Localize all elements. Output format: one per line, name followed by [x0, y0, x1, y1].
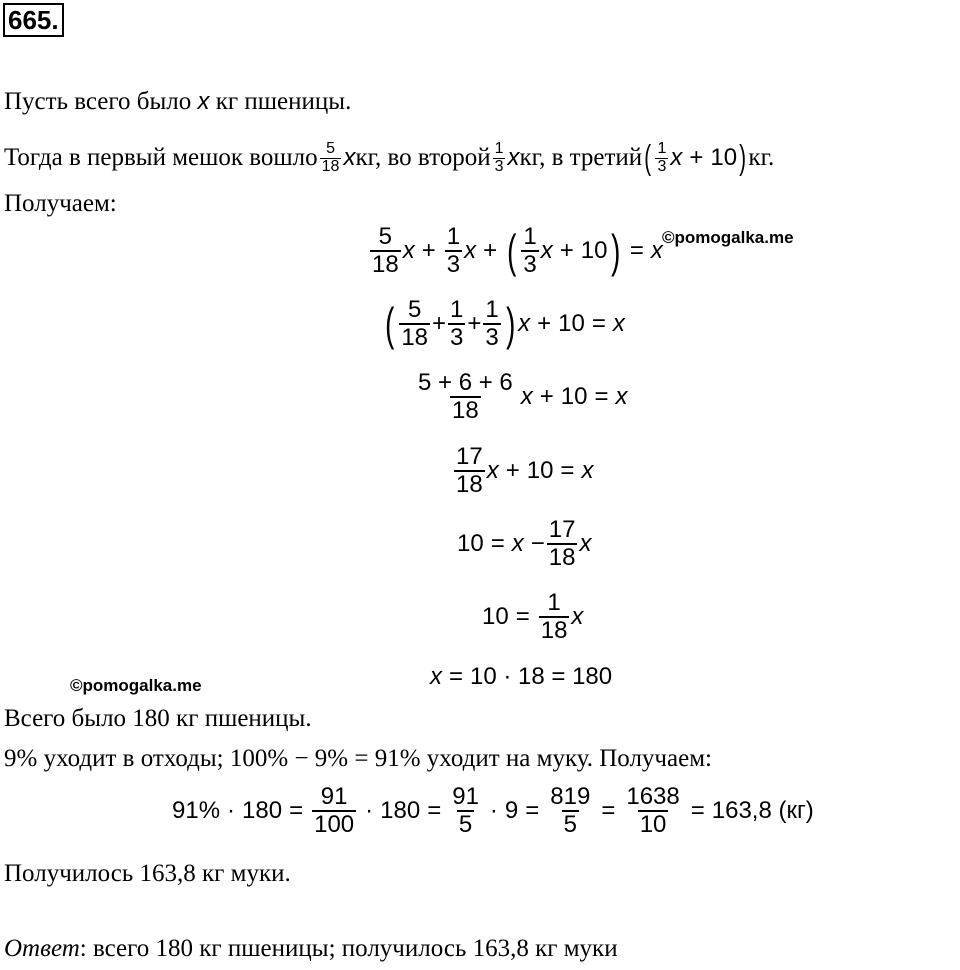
equation-8: 91% · 180 = $\frac{91}{100}$ · 180 = $\frac{91}{5}$ · 9 = $\frac{819}{5}$ = $\frac{1638}{10}$ = 163,8 (кг) [172, 783, 814, 839]
equation-1: $\frac{5}{18}$ x + $\frac{1}{3}$ x + ( $\frac{1}{3}$ x + 10 ) = x [372, 223, 663, 279]
text-line-1: Пусть всего было x кг пшеницы. [4, 88, 352, 115]
watermark-bottom: ©pomogalka.me [70, 676, 202, 695]
answer-line [4, 935, 618, 963]
watermark-top: ©pomogalka.me [662, 228, 794, 247]
third-bag-expression: ( $\frac{1}{3}$ x + 10 ) [644, 139, 747, 177]
text-line-3: Получаем: [4, 190, 117, 217]
equation-6: 10 = $\frac{1}{18}$ x [482, 589, 584, 645]
equation-5: 10 = x − $\frac{17}{18}$ x [457, 516, 592, 572]
text-line-2: Тогда в первый мешок вошло $\frac{5}{18}$ x кг, во второй $\frac{1}{3}$ x кг, в третий ( $\frac{1}{3}$ x + 10 ) кг. [4, 139, 775, 177]
text-line-4: Всего было 180 кг пшеницы. [4, 705, 312, 732]
equation-3: $\frac{5 + 6 + 6}{18}$ x + 10 = x [418, 369, 628, 425]
fraction-5-18: $\frac{5}{18}$ [321, 139, 340, 175]
equation-2: ( $\frac{5}{18}$ + $\frac{1}{3}$ + $\frac{1}{3}$ ) x + 10 = x [385, 296, 625, 352]
fraction-1-3: $\frac{1}{3}$ [494, 139, 504, 175]
text-line-6: Получилось 163,8 кг муки. [4, 860, 291, 887]
answer-label: Ответ [4, 935, 80, 962]
problem-number: 665. [3, 3, 64, 37]
answer-text: : всего 180 кг пшеницы; получилось 163,8 кг муки [79, 935, 618, 962]
equation-4: $\frac{17}{18}$ x + 10 = x [456, 443, 594, 499]
equation-7: x = 10 · 18 = 180 [430, 663, 613, 690]
text-line-5: 9% уходит в отходы; 100% − 9% = 91% уходит на муку. Получаем: [4, 745, 712, 772]
